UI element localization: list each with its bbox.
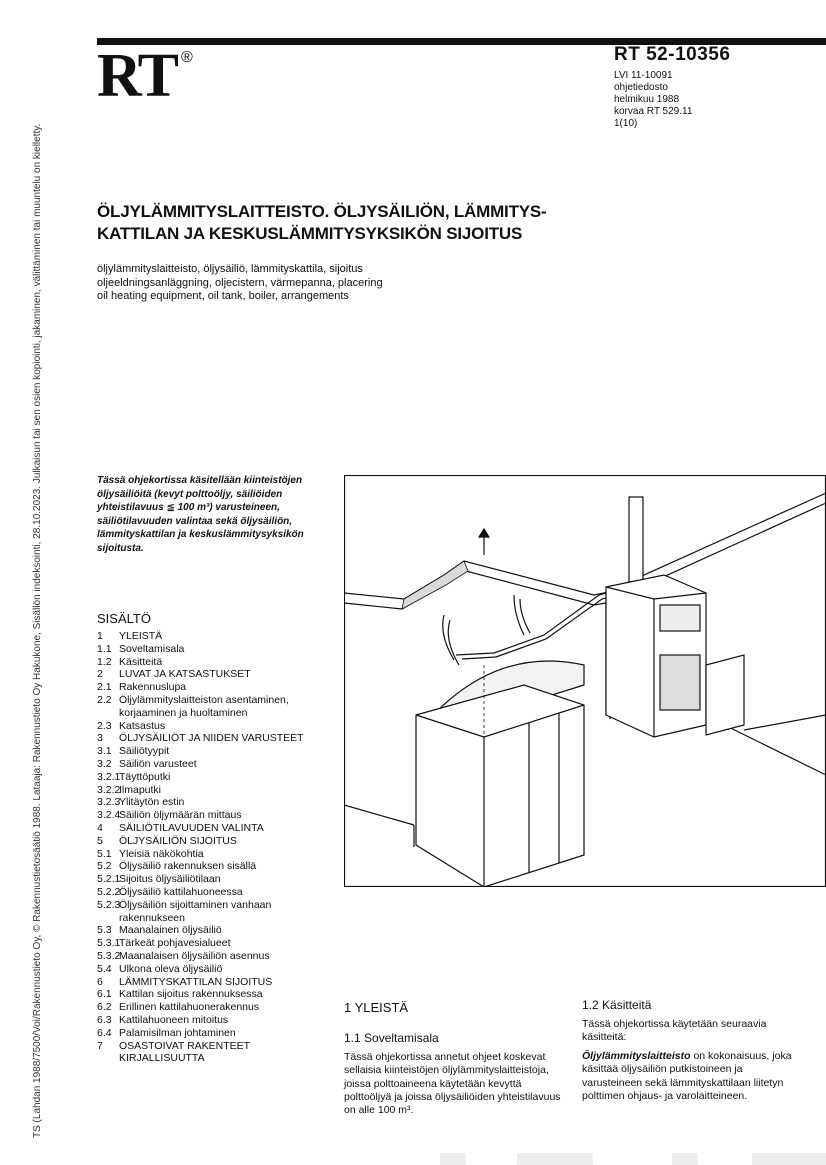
toc-item (97, 796, 322, 809)
definition-text: on kokonaisuus, joka käsittää öljysäiliön putkistoineen ja varusteineen sekä lämmityskattilaan liitetyn polttimen ohjaus- ja varolaitteineen. (582, 1050, 792, 1102)
toc-item-text: Käsitteitä (119, 655, 163, 668)
toc-item-number: 5.2.3 (97, 898, 121, 911)
toc-item (97, 886, 322, 899)
toc-item-number: 5.3.2 (97, 949, 121, 962)
toc-item-number: 2.2 (97, 693, 112, 706)
toc-item (97, 720, 322, 733)
toc-item-number: 3.2 (97, 757, 112, 770)
toc-item-text: KIRJALLISUUTTA (119, 1052, 205, 1065)
toc-item-number: 5.2.1 (97, 873, 121, 886)
scan-artifact (517, 1153, 593, 1165)
toc-item-number: 5.2.2 (97, 885, 121, 898)
definition-term: Öljylämmityslaitteisto (582, 1050, 691, 1062)
insulation-band (402, 561, 468, 609)
toc-item-text: SÄILIÖTILAVUUDEN VALINTA (119, 821, 264, 834)
toc-item (97, 924, 322, 937)
toc-item-number: 2.1 (97, 681, 112, 694)
toc-item-text: LÄMMITYSKATTILAN SIJOITUS (119, 975, 273, 988)
toc-item-number: 3.2.1 (97, 770, 121, 783)
toc-item-number: 6.2 (97, 1001, 112, 1014)
logo-text: RT (97, 42, 177, 110)
section-1-2-body: Tässä ohjekortissa käytetään seuraavia käsitteitä: (582, 1018, 767, 1044)
toc-item-number: 3.2.4 (97, 809, 121, 822)
toc-item-text: Kattilahuoneen mitoitus (119, 1013, 229, 1026)
toc-item-number: 5.4 (97, 962, 112, 975)
toc-item (97, 860, 322, 873)
keywords-en: oil heating equipment, oil tank, boiler, arrangements (97, 290, 349, 302)
toc-item-text: Öljysäiliö kattilahuoneessa (119, 885, 243, 898)
doc-number: RT 52-10356 (614, 44, 731, 65)
toc-item (97, 937, 322, 950)
toc-item (97, 899, 322, 925)
toc-item-number: 1 (97, 630, 103, 642)
toc-item (97, 630, 322, 643)
intro-text: Tässä ohjekortissa käsitellään kiinteistöjen öljysäiliöitä (kevyt polttoöljy, säiliöiden yhteistilavuus ≦ 100 m³) varusteineen, säiliötilavuuden valintaa sekä öljysäiliön, lämmityskattilan ja keskuslämmitysyksikön sijoitusta. (97, 475, 304, 554)
toc-item-number: 6.4 (97, 1026, 112, 1039)
section-1-1-heading: 1.1 Soveltamisala (344, 1031, 439, 1045)
toc-item-number: 3 (97, 732, 103, 745)
copyright-text: TS (Lahdan 1988/7500/Voi/Rakennustieto Oy, © Rakennustietosäätiö 1988. Lataaja: Rakennustieto Oy Hakukone, Sisällön indeksointi, 28.10.2023. Julkaisun tai sen osien kopiointi, jakaminen, välittäminen tai muuntelu on kielletty. (32, 123, 43, 1138)
toc-item-text: Täyttöputki (119, 770, 171, 783)
toc-item (97, 1052, 322, 1065)
toc-item-text: Ylitäytön estin (119, 796, 185, 809)
toc-item-number: 2.3 (97, 719, 112, 732)
toc-item (97, 822, 322, 835)
toc-item (97, 1014, 322, 1027)
page-title (97, 201, 557, 245)
toc-item-text: Maanalaisen öljysäiliön asennus (119, 949, 270, 962)
toc-item-text: OSASTOIVAT RAKENTEET (119, 1039, 251, 1052)
toc-item (97, 681, 322, 694)
meta-line: korvaa RT 529.11 (614, 106, 693, 117)
toc-item-text: Öljysäiliö rakennuksen sisällä (119, 860, 257, 873)
toc-item-number: 3.2.2 (97, 783, 121, 796)
toc-item-number: 1.2 (97, 655, 112, 668)
section-1-2-definition (582, 1050, 804, 1103)
document-meta (614, 44, 819, 130)
toc-item (97, 963, 322, 976)
toc-item (97, 835, 322, 848)
toc-item (97, 1027, 322, 1040)
toc-item (97, 976, 322, 989)
copyright-side-note (22, 123, 43, 1138)
toc-item-text: Öljysäiliön sijoittaminen vanhaan rakennukseen (119, 898, 272, 924)
toc-item-number: 6.1 (97, 988, 112, 1001)
toc-item-number: 4 (97, 821, 103, 834)
toc-item-text: Sijoitus öljysäiliötilaan (119, 873, 221, 886)
toc-item-text: Yleisiä näkökohtia (119, 847, 204, 860)
toc-item-number: 2 (97, 668, 103, 681)
section-1-1-body: Tässä ohjekortissa annetut ohjeet koskevat sellaisia kiinteistöjen öljylämmityslaitteistoja, joissa polttoaineena käytetään kevyttä polttoöljyä ja joissa öljysäiliöiden yhteistilavuus on alle 100 m³. (344, 1051, 561, 1117)
section-1-2-heading: 1.2 Käsitteitä (582, 998, 652, 1012)
scan-artifact (440, 1153, 466, 1165)
toc-item-number: 5 (97, 834, 103, 847)
toc-item-text: Palamisilman johtaminen (119, 1026, 236, 1039)
toc-item-number: 5.1 (97, 847, 112, 860)
title-line-1: ÖLJYLÄMMITYSLAITTEISTO. ÖLJYSÄILIÖN, LÄMMITYS- (97, 202, 547, 221)
toc-item-text: Erillinen kattilahuonerakennus (119, 1001, 260, 1014)
toc-item (97, 643, 322, 656)
toc-item (97, 1040, 322, 1053)
toc-item-number: 5.2 (97, 860, 112, 873)
oil-heating-illustration (344, 475, 826, 887)
toc-item (97, 950, 322, 963)
toc-item (97, 988, 322, 1001)
boiler-unit (606, 497, 744, 737)
toc-item-text: Säiliötyypit (119, 745, 170, 758)
section-1-heading: 1 YLEISTÄ (344, 1000, 409, 1015)
toc-item-text: Säiliön varusteet (119, 757, 197, 770)
toc-item-text: Rakennuslupa (119, 681, 187, 694)
toc-item-number: 1.1 (97, 642, 112, 655)
toc-item-text: Katsastus (119, 719, 166, 732)
toc-heading: SISÄLTÖ (97, 611, 151, 626)
toc-item-text: ÖLJYSÄILIÖN SIJOITUS (119, 834, 237, 847)
keywords (97, 263, 477, 304)
scan-artifact (672, 1153, 698, 1165)
toc-item-text: Säiliön öljymäärän mittaus (119, 809, 242, 822)
toc-item-text: Kattilan sijoitus rakennuksessa (119, 988, 263, 1001)
scan-artifact (752, 1153, 826, 1165)
toc-item-text: ÖLJYSÄILIÖT JA NIIDEN VARUSTEET (119, 732, 304, 745)
toc-item-text: Tärkeät pohjavesialueet (119, 937, 231, 950)
toc-item (97, 732, 322, 745)
toc-item-number: 7 (97, 1039, 103, 1052)
rt-logo (97, 42, 237, 110)
meta-line: LVI 11-10091 (614, 70, 673, 81)
keywords-sv: oljeeldningsanläggning, oljecistern, värmepanna, placering (97, 276, 383, 289)
table-of-contents (97, 630, 322, 1065)
toc-item-number: 5.3 (97, 924, 112, 937)
toc-item (97, 784, 322, 797)
toc-item-number: 3.1 (97, 745, 112, 758)
toc-item (97, 745, 322, 758)
toc-item (97, 656, 322, 669)
meta-line: 1(10) (614, 118, 638, 129)
meta-line: ohjetiedosto (614, 82, 668, 93)
registered-mark: ® (181, 49, 193, 66)
toc-item-text: LUVAT JA KATSASTUKSET (119, 668, 251, 681)
toc-item-number: 5.3.1 (97, 937, 121, 950)
keywords-fi: öljylämmityslaitteisto, öljysäiliö, lämmityskattila, sijoitus (97, 263, 363, 275)
meta-line: helmikuu 1988 (614, 94, 680, 105)
toc-item-number (97, 1052, 119, 1065)
toc-item (97, 771, 322, 784)
toc-item-number: 6 (97, 975, 103, 988)
toc-item (97, 758, 322, 771)
toc-item-text: Ulkona oleva öljysäiliö (119, 962, 223, 975)
oil-tank (416, 661, 584, 887)
toc-item-text: Soveltamisala (119, 642, 185, 655)
toc-item (97, 694, 322, 720)
toc-item (97, 1001, 322, 1014)
toc-item (97, 848, 322, 861)
toc-item (97, 668, 322, 681)
toc-item-text: Öljylämmityslaitteiston asentaminen, korjaaminen ja huoltaminen (119, 693, 289, 719)
toc-item (97, 809, 322, 822)
toc-item-number: 3.2.3 (97, 796, 121, 809)
toc-item-text: YLEISTÄ (119, 630, 163, 642)
title-line-2: KATTILAN JA KESKUSLÄMMITYSYKSIKÖN SIJOITUS (97, 224, 523, 243)
toc-item (97, 873, 322, 886)
toc-item-text: Maanalainen öljysäiliö (119, 924, 222, 937)
toc-item-text: Ilmaputki (119, 783, 162, 796)
toc-item-number: 6.3 (97, 1013, 112, 1026)
